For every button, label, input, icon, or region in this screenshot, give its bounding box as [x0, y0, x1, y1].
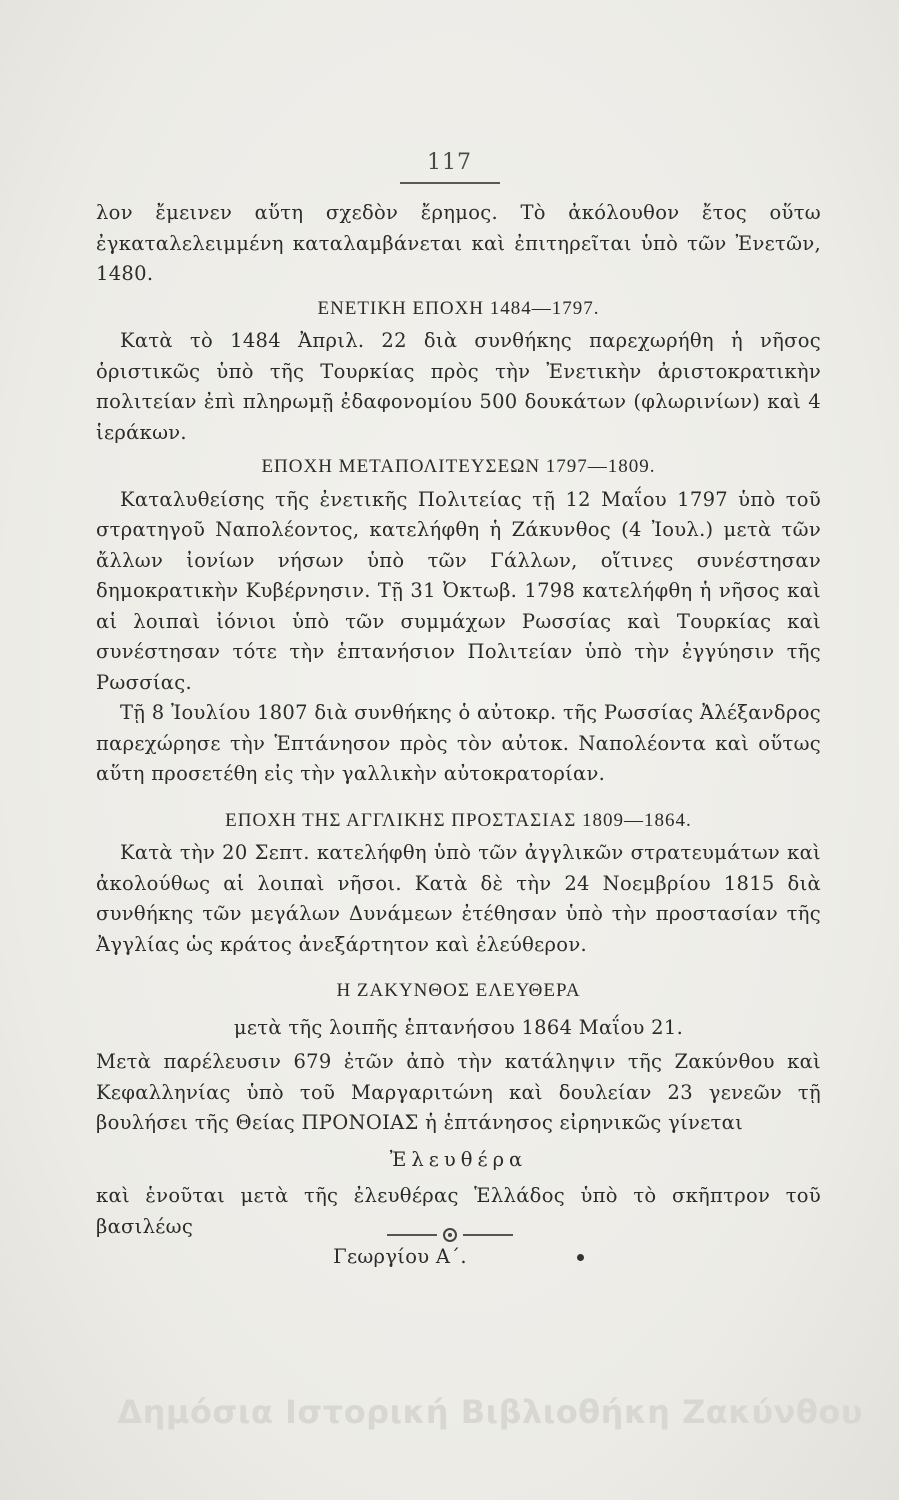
heading-venetian-era: ΕΝΕΤΙΚΗ ΕΠΟΧΗ 1484—1797.	[317, 297, 600, 319]
signature: Γεωργίου Α΄.	[333, 1245, 467, 1268]
paragraph-1: λον ἔμεινεν αὕτη σχεδὸν ἔρημος. Τὸ ἀκόλουθον ἔτος οὕτω ἐγκαταλελειμμένη καταλαμβάνεται καὶ ἐπιτηρεῖται ὑπὸ τῶν Ἐνετῶν, 1480.	[96, 201, 821, 285]
heading-free-zakynthos: Η ΖΑΚΥΝΘΟΣ ΕΛΕΥΘΕΡΑ	[336, 980, 581, 1001]
paragraph-3: Καταλυθείσης τῆς ἐνετικῆς Πολιτείας τῇ 12 Μαΐου 1797 ὑπὸ τοῦ στρατηγοῦ Ναπολέοντος, κατελήφθη ἡ Ζάκυνθος (4 Ἰουλ.) μετὰ τῶν ἄλλων ἰονίων νήσων ὑπὸ τῶν Γάλλων, οἵτινες συνέστησαν δημοκρατικὴν Κυβέρνησιν. Τῇ 31 Ὀκτωβ. 1798 κατελήφθη ἡ νῆσος καὶ αἱ λοιπαὶ ἰόνιοι ὑπὸ τῶν συμμάχων Ρωσσίας καὶ Τουρκίας καὶ συνέστησαν τότε τὴν ἑπτανήσιον Πολιτείαν ὑπὸ τὴν ἐγγύησιν τῆς Ρωσσίας.	[96, 487, 821, 694]
heading-regime-changes: ΕΠΟΧΗ ΜΕΤΑΠΟΛΙΤΕΥΣΕΩΝ 1797—1809.	[261, 456, 656, 477]
paragraph-7: καὶ ἑνοῦται μετὰ τῆς ἐλευθέρας Ἑλλάδος ὑπὸ τὸ σκῆπτρον τοῦ βασιλέως	[96, 1184, 821, 1238]
ink-dot	[577, 1254, 584, 1261]
page-number-rule	[400, 182, 500, 184]
spacer	[96, 960, 821, 972]
library-watermark: Δημόσια Ιστορική Βιβλιοθήκη Ζακύνθου	[117, 1393, 863, 1431]
paragraph-4: Τῇ 8 Ἰουλίου 1807 διὰ συνθήκης ὁ αὐτοκρ. τῆς Ρωσσίας Ἀλέξανδρος παρεχώρησε τὴν Ἑπτάνησον πρὸς τὸν αὐτοκ. Ναπολέοντα καὶ οὕτως αὕτη προσετέθη εἰς τὴν γαλλικὴν αὐτοκρατορίαν.	[96, 701, 821, 785]
word-eleuthera: Ἐλευθέρα	[389, 1147, 528, 1171]
signature-line	[96, 1242, 821, 1273]
spacer	[96, 790, 821, 802]
body-text	[96, 198, 821, 1273]
heading-english-protection: ΕΠΟΧΗ ΤΗΣ ΑΓΓΛΙΚΗΣ ΠΡΟΣΤΑΣΙΑΣ 1809—1864.	[225, 809, 692, 831]
paragraph-2: Κατὰ τὸ 1484 Ἀπριλ. 22 διὰ συνθήκης παρεχωρήθη ἡ νῆσος ὁριστικῶς ὑπὸ τῆς Τουρκίας πρὸς τὴν Ἐνετικὴν ἀριστοκρατικὴν πολιτείαν ἐπὶ πληρωμῇ ἐδαφονομίου 500 δουκάτων (φλωρινίων) καὶ 4 ἱεράκων.	[96, 329, 821, 444]
ornament-divider-icon	[385, 1227, 515, 1243]
paragraph-5: Κατὰ τὴν 20 Σεπτ. κατελήφθη ὑπὸ τῶν ἀγγλικῶν στρατευμάτων καὶ ἀκολούθως αἱ λοιπαὶ νῆσοι. Κατὰ δὲ τὴν 24 Νοεμβρίου 1815 διὰ συνθήκης τῶν μεγάλων Δυνάμεων ἐτέθησαν ὑπὸ τὴν προστασίαν τῆς Ἀγγλίας ὡς κράτος ἀνεξάρτητον καὶ ἐλεύθερον.	[96, 841, 821, 956]
paragraph-6: Μετὰ παρέλευσιν 679 ἐτῶν ἀπὸ τὴν κατάληψιν τῆς Ζακύνθου καὶ Κεφαλληνίας ὑπὸ τοῦ Μαργαριτώνη καὶ δουλείαν 23 γενεῶν τῇ βουλήσει τῆς Θείας ΠΡΟΝΟΙΑΣ ἡ ἑπτάνησος εἰρηνικῶς γίνεται	[96, 1050, 821, 1134]
subheading-date: μετὰ τῆς λοιπῆς ἑπτανήσου 1864 Μαΐου 21.	[233, 1015, 684, 1039]
page-number: 117	[427, 150, 472, 175]
